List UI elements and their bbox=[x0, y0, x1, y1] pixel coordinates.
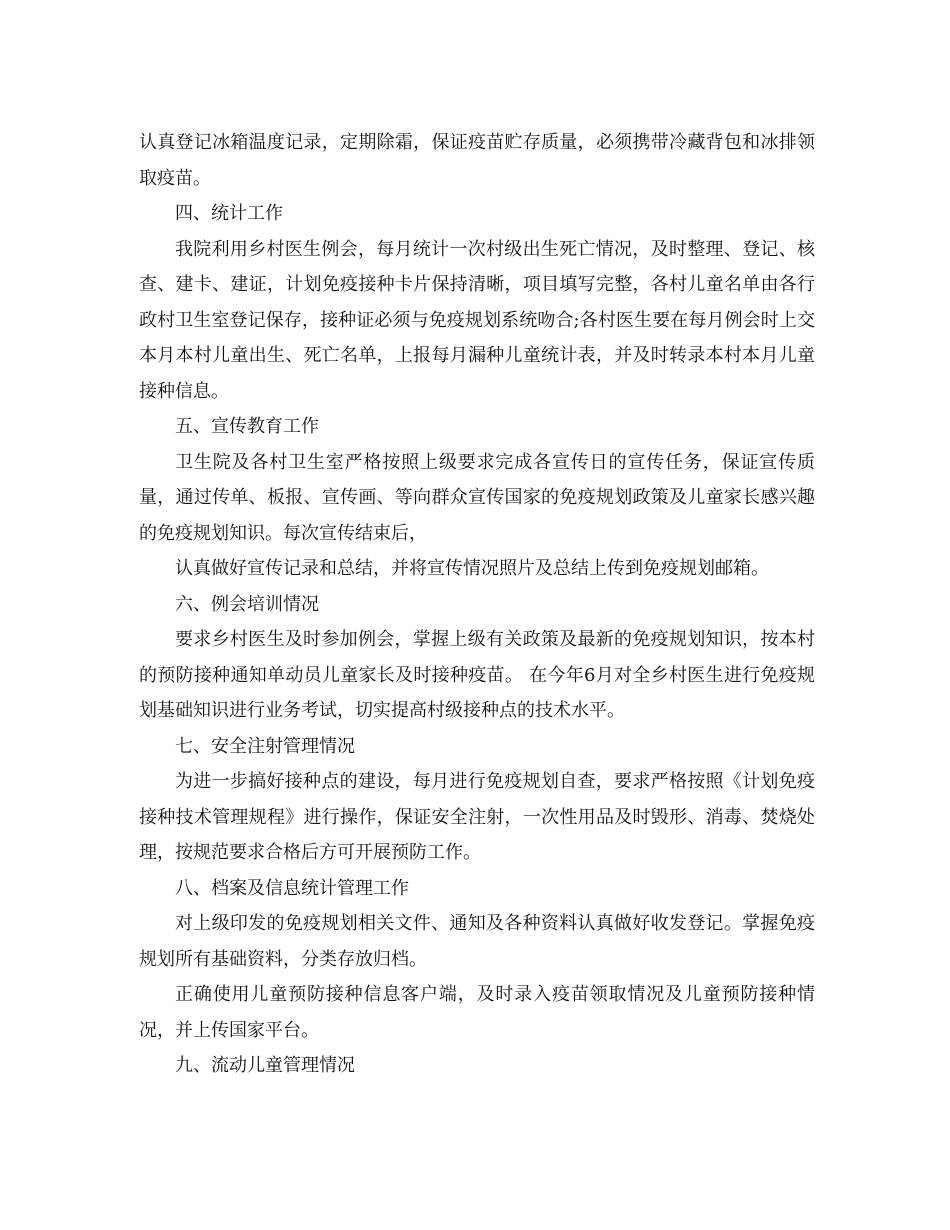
section-heading-migrant-children: 九、流动儿童管理情况 bbox=[175, 1055, 355, 1076]
paragraph-statistics: 我院利用乡村医生例会，每月统计一次村级出生死亡情况，及时整理、登记、核查、建卡、建证，计划免疫接种卡片保持清晰，项目填写完整，各村儿童名单由各行政村卫生室登记保存，接种证必须与免疫规划系统吻合;各村医生要在每月例会时上交本月本村儿童出生、死亡名单，上报每月漏种儿童统计表，并及时转录本村本月儿童接种信息。 bbox=[139, 238, 815, 402]
paragraph-training: 要求乡村医生及时参加例会，掌握上级有关政策及最新的免疫规划知识，按本村的预防接种通知单动员儿童家长及时接种疫苗。 在今年6月对全乡村医生进行免疫规划基础知识进行业务考试，切实提高村级接种点的技术水平。 bbox=[139, 629, 815, 721]
paragraph-cold-chain-continued: 认真登记冰箱温度记录，定期除霜，保证疫苗贮存质量，必须携带冷藏背包和冰排领取疫苗。 bbox=[139, 132, 815, 189]
paragraph-publicity: 卫生院及各村卫生室严格按照上级要求完成各宣传日的宣传任务，保证宣传质量，通过传单、板报、宣传画、等向群众宣传国家的免疫规划政策及儿童家长感兴趣的免疫规划知识。每次宣传结束后， bbox=[139, 451, 815, 544]
paragraph-injection-safety: 为进一步搞好接种点的建设，每月进行免疫规划自查，要求严格按照《计划免疫接种技术管理规程》进行操作，保证安全注射，一次性用品及时毁形、消毒、焚烧处理，按规范要求合格后方可开展预防工作。 bbox=[139, 771, 815, 863]
section-heading-publicity: 五、宣传教育工作 bbox=[175, 416, 319, 437]
paragraph-archives: 对上级印发的免疫规划相关文件、通知及各种资料认真做好收发登记。掌握免疫规划所有基础资料，分类存放归档。 bbox=[139, 913, 815, 970]
section-heading-injection-safety: 七、安全注射管理情况 bbox=[175, 735, 355, 757]
section-heading-statistics: 四、统计工作 bbox=[175, 203, 283, 224]
section-heading-training: 六、例会培训情况 bbox=[175, 593, 319, 615]
paragraph-publicity-records: 认真做好宣传记录和总结，并将宣传情况照片及总结上传到免疫规划邮箱。 bbox=[175, 558, 769, 579]
paragraph-information-system: 正确使用儿童预防接种信息客户端，及时录入疫苗领取情况及儿童预防接种情况，并上传国家平台。 bbox=[139, 984, 815, 1041]
section-heading-archives: 八、档案及信息统计管理工作 bbox=[175, 877, 409, 899]
document-body bbox=[139, 125, 815, 1084]
